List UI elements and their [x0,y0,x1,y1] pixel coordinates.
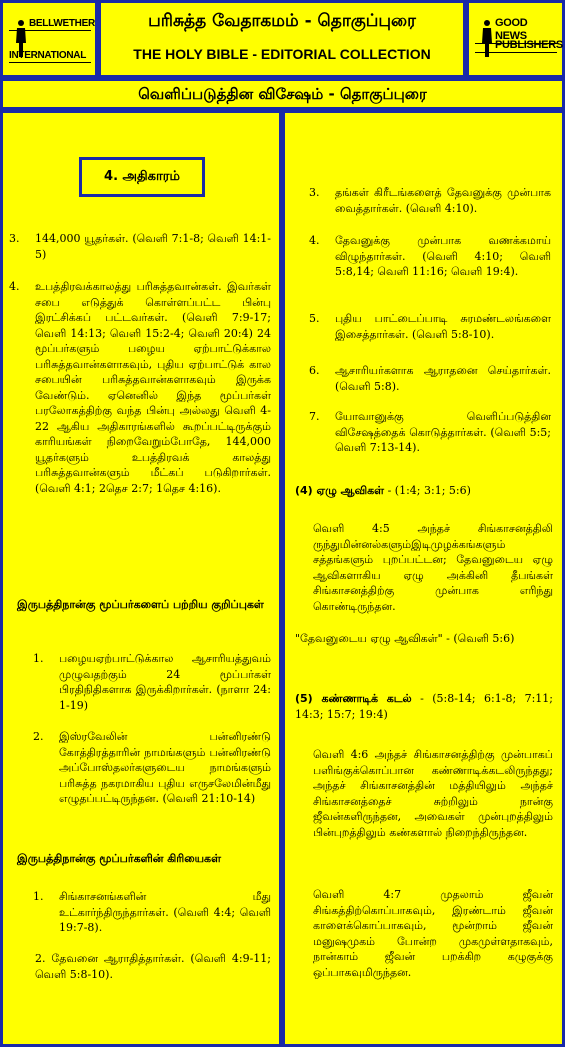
list-item: 1. பழையஏற்பாட்டுக்கால ஆசாரியத்துவம் முழுவதற்கும் 24 மூப்பர்கள் பிரதிநிதிகளாக இருக்கிறார்கள். (நாளா 24: 1-19) [33,652,271,712]
logo-line-1: GOOD NEWS [475,17,557,44]
section-seven-spirits: (4) ஏழு ஆவிகள் - (1:4; 3:1; 5:6) [295,484,471,497]
list-item: 5. புதிய பாட்டைப்பாடி சுரமண்டலங்களை இசைத்தார்கள். (வெளி 5:8-10). [309,312,551,341]
title-panel [98,0,466,78]
list-item: 3. தங்கள் கிரீடங்களைத் தேவனுக்கு முன்பாக வைத்தார்கள். (வெளி 4:10). [309,186,551,215]
paragraph: வெளி 4:6 அந்தச் சிங்காசனத்திற்கு முன்பாகப் பளிங்குக்கொப்பான கண்ணாடிக்கடலிருந்தது; அந்தச் சிங்காசனத்தின் மத்தியிலும் அந்தச் சிங்காசனத்தைச் சுற்றிலும் நான்கு ஜீவன்களிருந்தன, அவைகள் முன்புறத்திலும் பின்புறத்திலும் கண்களால் நிறைந்திருந்தன. [313,748,553,839]
paragraph: வெளி 4:7 முதலாம் ஜீவன் சிங்கத்திற்கொப்பாகவும், இரண்டாம் ஜீவன் காளைக்கொப்பாகவும், மூன்றாம் ஜீவன் மனுஷமுகம் போன்ற முகமுள்ளதாகவும், நான்காம் ஜீவன் பறக்கிற கழுகுக்கு ஒப்பாகவுமிருந்தன. [313,888,553,979]
logo-line-2: PUBLISHERS [475,39,557,53]
section-heading: (4) ஏழு ஆவிகள் [295,484,385,497]
list-item: 7. யோவானுக்கு வெளிப்படுத்தின விசேஷத்தைக் கொடுத்தார்கள். (வெளி 5:5; வெளி 7:13-14). [309,410,551,454]
list-item: 2. தேவனை ஆராதித்தார்கள். (வெளி 4:9-11; வெளி 5:8-10). [35,952,271,981]
list-item: 4. தேவனுக்கு முன்பாக வணக்கமாய் விழுந்தார்கள். (வெளி 4:10; வெளி 5:8,14; வெளி 11:16; வெளி 19:4). [309,234,551,278]
left-column [0,110,282,1047]
section-title: வெளிப்படுத்தின விசேஷம் - தொகுப்புரை [138,85,427,103]
section-title-bar [0,78,565,110]
subheading-elders-works: இருபத்திநான்கு மூப்பர்களின் கிரியைகள் [17,852,221,865]
paragraph: வெளி 4:5 அந்தச் சிங்காசனத்திலி ருந்துமின்னல்களும்இடிமுழக்கங்களும் சத்தங்களும் புறப்பட்டன; தேவனுடைய ஏழு ஆவிகளாகிய ஏழு அக்கினி தீபங்கள் சிங்காசனத்திற்கு முன்பாக எரிந்து கொண்டிருந்தன. [313,522,553,613]
list-item: 2. இஸ்ரவேலின் பன்னிரண்டு கோத்திரத்தாரின் நாமங்களும் பன்னிரண்டு அப்போஸ்தலர்களுடைய நாமங்களும் பரிசுத்த நகரமாகிய புதிய எருசலேமின்மீது எழுதப்பட்டிருந்தன. (வெளி 21:10-14) [33,730,271,805]
list-item: 3. 144,000 யூதர்கள். (வெளி 7:1-8; வெளி 14:1-5) [9,232,271,261]
section-heading: (5) கண்ணாடிக் கடல் [295,692,412,705]
title-english: THE HOLY BIBLE - EDITORIAL COLLECTION [133,46,431,62]
paragraph: "தேவனுடைய ஏழு ஆவிகள்" - (வெளி 5:6) [295,632,515,645]
list-item: 6. ஆசாரியர்களாக ஆராதனை செய்தார்கள். (வெளி 5:8). [309,364,551,393]
good-news-logo-panel [466,0,565,78]
list-item: 1. சிங்காசனங்களின் மீது உட்கார்ந்திருந்தார்கள். (வெளி 4:4; வெளி 19:7-8). [33,890,271,934]
chapter-heading: 4. அதிகாரம் [79,157,205,197]
bellwether-logo [9,9,95,73]
good-news-logo [475,9,563,73]
list-item: 4. உபத்திரவக்காலத்து பரிசுத்தவான்கள். இவர்கள் சபை எடுத்துக் கொள்ளப்பட்ட பின்பு இரட்சிக்கப் பட்டவர்கள். (வெளி 7:9-17; வெளி 14:13; வெளி 15:2-4; வெளி 20:4) 24 மூப்பர்களும் பழைய ஏற்பாட்டுக்கால பரிசுத்தவான்களாகவும், புதிய ஏற்பாட்டுக் கால சபையின் பரிசுத்தவான்களாகவும் இருக்க வேண்டும். ஏனெனில் இந்த மூப்பர்கள் பரலோகத்திற்கு வந்த பின்பு அல்லது வெளி 4-22 ஆகிய அதிகாரங்களில் கூறப்பட்டிருக்கும் காரியங்கள் நிறைவேறும்போதே, 144,000 யூதர்களும் உபத்திரவக் காலத்து பரிசுத்தவான்களும் மீட்கப் படுகிறார்கள். (வெளி 4:1; 2தெச 2:7; 1தெச 4:16). [9,280,271,495]
logo-line-2: INTERNATIONAL [9,49,91,63]
logo-line-1: BELLWETHER [9,17,91,31]
right-column [282,110,565,1047]
bellwether-logo-panel [0,0,98,78]
subheading-elders-notes: இருபத்திநான்கு மூப்பர்களைப் பற்றிய குறிப்புகள் [17,598,264,611]
title-tamil: பரிசுத்த வேதாகமம் - தொகுப்புரை [148,11,416,31]
section-glass-sea: (5) கண்ணாடிக் கடல் - (5:8-14; 6:1-8; 7:11; 14:3; 15:7; 19:4) [295,692,553,721]
